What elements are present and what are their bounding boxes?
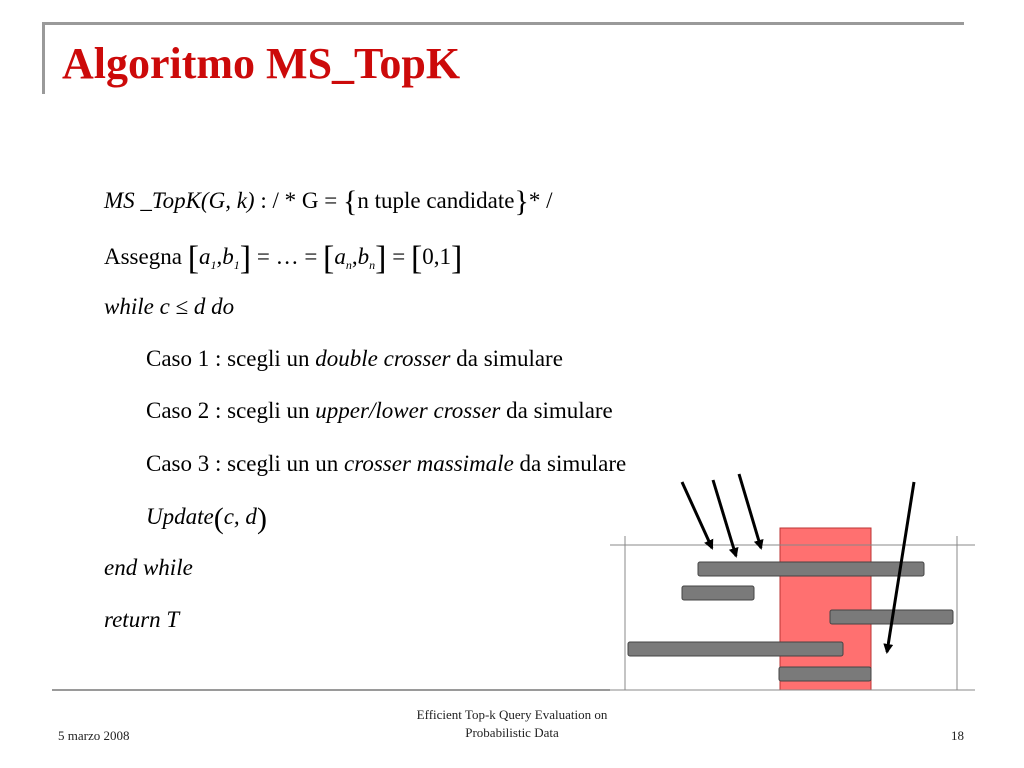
- right-brace: }: [514, 185, 529, 218]
- range-0-1: 0,1: [422, 244, 452, 269]
- update-args: c, d: [223, 504, 257, 529]
- case1-prefix: Caso 1 : scegli un: [146, 346, 316, 371]
- ellipsis-eq: = … =: [251, 244, 324, 269]
- sub-bn: n: [369, 258, 376, 272]
- sub-an: n: [345, 258, 352, 272]
- line-update: [146, 502, 267, 535]
- var-bn: b: [357, 244, 370, 269]
- case3-suffix: da simulare: [513, 451, 627, 476]
- frame-top-line: [42, 22, 964, 25]
- footer-title-line2: Probabilistic Data: [465, 725, 559, 740]
- line-function-signature: [104, 186, 553, 216]
- case2-prefix: Caso 2 : scegli un: [146, 398, 316, 423]
- left-brace: {: [342, 185, 358, 218]
- function-name: MS _TopK(G, k): [104, 188, 255, 213]
- bracket-close-3: ]: [451, 240, 463, 277]
- paren-open: (: [213, 502, 224, 535]
- assegna-word: Assegna: [104, 244, 182, 269]
- interval-bar-5: [779, 667, 871, 681]
- line-end-while: end while: [104, 555, 193, 580]
- footer-page-number: 18: [951, 728, 964, 743]
- footer-title-line1: Efficient Top-k Query Evaluation on: [416, 707, 608, 722]
- case2-suffix: da simulare: [500, 398, 613, 423]
- case1-suffix: da simulare: [450, 346, 563, 371]
- var-an: a: [334, 244, 346, 269]
- case3-italic: crosser massimale: [344, 451, 514, 476]
- bracket-open-1: [: [187, 240, 200, 277]
- case3-prefix: Caso 3 : scegli un un: [146, 451, 345, 476]
- slide-title: Algoritmo MS_TopK: [62, 39, 461, 88]
- crosser-diagram: [605, 470, 985, 700]
- line-case-1: [146, 344, 563, 374]
- var-b1: b: [222, 244, 234, 269]
- comment-prefix: : / * G =: [254, 188, 343, 213]
- update-name: Update: [146, 504, 214, 529]
- line-case-3: [146, 449, 626, 479]
- footer-rule: [52, 689, 610, 691]
- line-case-2: [146, 396, 613, 426]
- var-a1: a: [199, 244, 211, 269]
- footer-date: 5 marzo 2008: [58, 728, 130, 743]
- sub-b1: 1: [233, 258, 240, 272]
- bracket-open-3: [: [410, 240, 423, 277]
- interval-bar-4: [628, 642, 843, 656]
- comment-suffix: * /: [528, 188, 553, 213]
- bracket-close-2: ]: [375, 240, 387, 277]
- case2-italic: upper/lower crosser: [315, 398, 501, 423]
- bracket-open-2: [: [323, 240, 335, 277]
- frame-left-line: [42, 22, 45, 94]
- case1-italic: double crosser: [315, 346, 451, 371]
- highlight-region: [780, 528, 871, 690]
- bracket-close-1: ]: [239, 240, 252, 277]
- interval-bar-2: [682, 586, 754, 600]
- line-while: while c ≤ d do: [104, 294, 235, 319]
- arrow-3: [739, 474, 761, 548]
- candidate-set-text: n tuple candidate: [357, 188, 515, 213]
- interval-bar-1: [698, 562, 924, 576]
- line-assegna: Assegna $[a_1,b_1]$ = … = $[a_n,b_n] = [0,1]$: [104, 240, 463, 277]
- paren-close: ): [256, 502, 267, 535]
- line-return: return T: [104, 607, 180, 632]
- arrow-1: [682, 482, 712, 548]
- sub-a1: 1: [210, 258, 217, 272]
- eq-sign: =: [386, 244, 411, 269]
- footer-title: [362, 706, 662, 742]
